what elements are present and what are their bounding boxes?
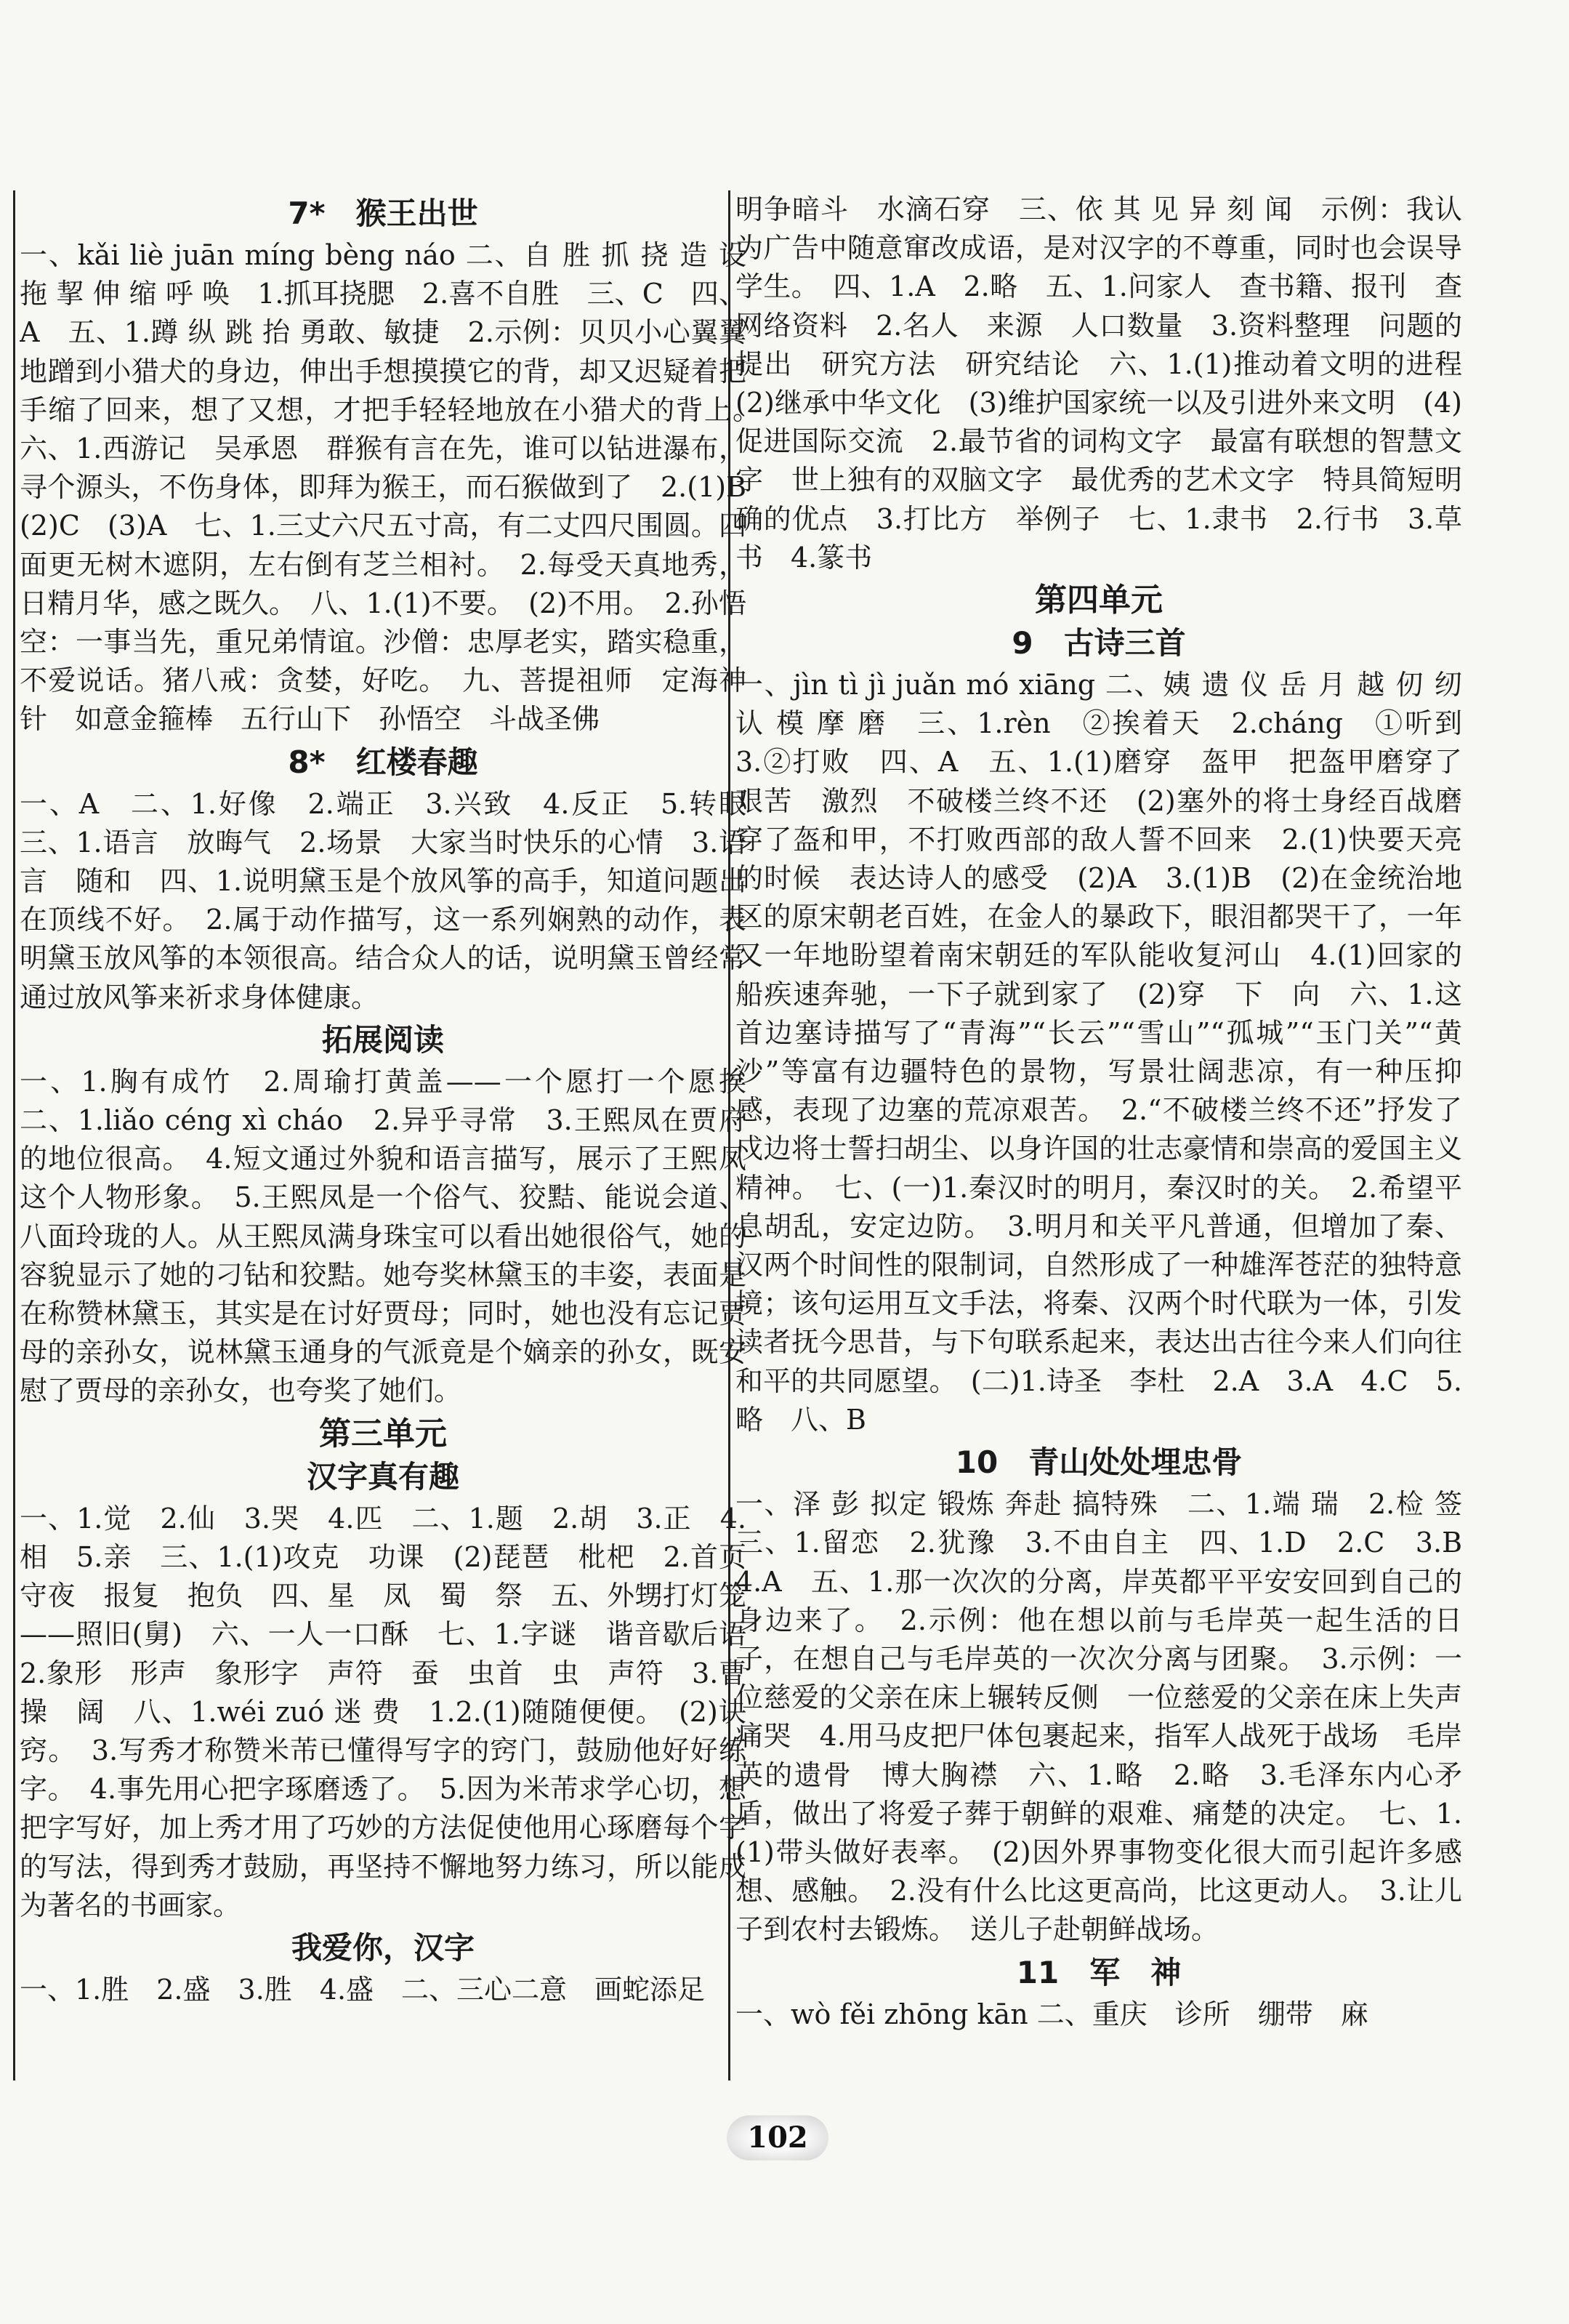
answer-paragraph: 一、A 二、1.好像 2.端正 3.兴致 4.反正 5.转眼 三、1.语言 放晦气 2.场景 大家当时快乐的心情 3.语言 随和 四、1.说明黛玉是个放风筝的高手，知道问题出在顶线不好。 2.属于动作描写，这一系列娴熟的动作，表明黛玉放风筝的本领很高。结合众人的话，说明黛玉曾经常通过放风筝来祈求身体健康。 <box>20 787 746 1013</box>
answer-paragraph: 一、kǎi liè juān míng bèng náo 二、自 胜 抓 挠 造 设 拖 挈 伸 缩 呼 唤 1.抓耳挠腮 2.喜不自胜 三、C 四、A 五、1.蹲 纵 跳 抬 勇敢、敏捷 2.示例：贝贝小心翼翼地蹭到小猎犬的身边，伸出手想摸摸它的背，却又迟疑着把手缩了回来，想了又想，才把手轻轻地放在小猎犬的背上。 六、1.西游记 吴承恩 群猴有言在先，谁可以钻进瀑布，寻个源头，不伤身体，即拜为猴王，而石猴做到了 2.(1)B (2)C (3)A 七、1.三丈六尺五寸高，有二丈四尺围圆。四面更无树木遮阴，左右倒有芝兰相衬。 2.每受天真地秀，日精月华，感之既久。 八、1.(1)不要。 (2)不用。 2.孙悟空：一事当先，重兄弟情谊。沙僧：忠厚老实，踏实稳重，不爱说话。猪八戒：贪婪，好吃。 九、菩提祖师 定海神针 如意金箍棒 五行山下 孙悟空 斗战圣佛 <box>20 239 746 736</box>
answer-paragraph: 一、1.胜 2.盛 3.胜 4.盛 二、三心二意 画蛇添足 <box>20 1973 706 2006</box>
section-title: 11 军 神 <box>1016 1954 1182 1990</box>
section-title: 汉字真有趣 <box>306 1458 459 1495</box>
section-title: 7* 猴王出世 <box>288 196 478 231</box>
section-title: 拓展阅读 <box>321 1021 444 1058</box>
unit-title: 第三单元 <box>319 1415 447 1452</box>
answer-paragraph: 一、1.觉 2.仙 3.哭 4.匹 二、1.题 2.胡 3.正 4.相 5.亲 三、1.(1)攻克 功课 (2)琵琶 枇杷 2.首页 守夜 报复 抱负 四、星 凤 蜀 祭 五、外甥打灯笼——照旧(舅) 六、一人一口酥 七、1.字谜 谐音歇后语 2.象形 形声 象形字 声符 蚕 虫首 虫 声符 3.曹操 阔 八、1.wéi zuó 迷 费 1.2.(1)随随便便。 (2)诀窍。 3.写秀才称赞米芾已懂得写字的窍门，鼓励他好好练字。 4.事先用心把字琢磨透了。 5.因为米芾求学心切，想把字写好，加上秀才用了巧妙的方法促使他用心琢磨每个字的写法，得到秀才鼓励，再坚持不懈地努力练习，所以能成为著名的书画家。 <box>20 1502 746 1921</box>
answer-paragraph: 一、1.胸有成竹 2.周瑜打黄盖——一个愿打一个愿挨 二、1.liǎo céng xì cháo 2.异乎寻常 3.王熙凤在贾府的地位很高。 4.短文通过外貌和语言描写，展示了王熙凤这个人物形象。 5.王熙凤是一个俗气、狡黠、能说会道、八面玲珑的人。从王熙凤满身珠宝可以看出她很俗气，她的容貌显示了她的刁钻和狡黠。她夸奖林黛玉的丰姿，表面是在称赞林黛玉，其实是在讨好贾母；同时，她也没有忘记贾母的亲孙女，说林黛玉通身的气派竟是个嫡亲的孙女，既安慰了贾母的亲孙女，也夸奖了她们。 <box>20 1065 746 1407</box>
left-column <box>20 190 746 2080</box>
unit-title: 第四单元 <box>1035 582 1163 619</box>
right-column <box>735 190 1462 2080</box>
answer-paragraph: 一、泽 彭 拟定 锻炼 奔赴 搞特殊 二、1.端 瑞 2.检 签 三、1.留恋 2.犹豫 3.不由自主 四、1.D 2.C 3.B 4.A 五、1.那一次次的分离，岸英都平平安安回到自己的身边来了。 2.示例：他在想以前与毛岸英一起生活的日子，在想自己与毛岸英的一次次分离与团聚。 3.示例：一位慈爱的父亲在床上辗转反侧 一位慈爱的父亲在床上失声痛哭 4.用马皮把尸体包裹起来，指军人战死于战场 毛岸英的遗骨 博大胸襟 六、1.略 2.略 3.毛泽东内心矛盾，做出了将爱子葬于朝鲜的艰难、痛楚的决定。 七、1.(1)带头做好表率。 (2)因外界事物变化很大而引起许多感想、感触。 2.没有什么比这更高尚，比这更动人。 3.让儿子到农村去锻炼。 送儿子赴朝鲜战场。 <box>735 1488 1462 1946</box>
section-title: 我爱你，汉字 <box>291 1929 475 1966</box>
section-title: 8* 红楼春趣 <box>288 744 478 780</box>
answer-paragraph: 明争暗斗 水滴石穿 三、依 其 见 异 刻 闻 示例：我认为广告中随意窜改成语，是对汉字的不尊重，同时也会误导学生。 四、1.A 2.略 五、1.问家人 查书籍、报刊 查网络资料 2.名人 来源 人口数量 3.资料整理 问题的提出 研究方法 研究结论 六、1.(1)推动着文明的进程 (2)继承中华文化 (3)维护国家统一以及引进外来文明 (4)促进国际交流 2.最节省的词构文字 最富有联想的智慧文字 世上独有的双脑文字 最优秀的艺术文字 特具简短明确的优点 3.打比方 举例子 七、1.隶书 2.行书 3.草书 4.篆书 <box>735 193 1462 574</box>
section-title: 10 青山处处埋忠骨 <box>955 1444 1243 1481</box>
answer-paragraph: 一、wò fěi zhōng kān 二、重庆 诊所 绷带 麻 <box>735 1998 1368 2030</box>
answer-paragraph: 一、jìn tì jì juǎn mó xiāng 二、姨 遗 仪 岳 月 越 仞 纫 认 模 摩 磨 三、1.rèn ②挨着天 2.cháng ①听到 3.②打败 四、A 五、1.(1)磨穿 盔甲 把盔甲磨穿了 艰苦 激烈 不破楼兰终不还 (2)塞外的将士身经百战磨穿了盔和甲，不打败西部的敌人誓不回来 2.(1)快要天亮的时候 表达诗人的感受 (2)A 3.(1)B (2)在金统治地区的原宋朝老百姓，在金人的暴政下，眼泪都哭干了，一年又一年地盼望着南宋朝廷的军队能收复河山 4.(1)回家的船疾速奔驰，一下子就到家了 (2)穿 下 向 六、1.这首边塞诗描写了“青海”“长云”“雪山”“孤城”“玉门关”“黄沙”等富有边疆特色的景物，写景壮阔悲凉，有一种压抑感，表现了边塞的荒凉艰苦。 2.“不破楼兰终不还”抒发了戍边将士誓扫胡尘、以身许国的壮志豪情和崇高的爱国主义精神。 七、(一)1.秦汉时的明月，秦汉时的关。 2.希望平息胡乱，安定边防。 3.明月和关平凡普通，但增加了秦、汉两个时间性的限制词，自然形成了一种雄浑苍茫的独特意境；该句运用互文手法，将秦、汉两个时代联为一体，引发读者抚今思昔，与下句联系起来，表达出古往今来人们向往和平的共同愿望。 (二)1.诗圣 李杜 2.A 3.A 4.C 5.略 八、B <box>735 669 1462 1436</box>
page-number: 102 <box>727 2115 828 2160</box>
section-title: 9 古诗三首 <box>1012 625 1186 662</box>
left-margin-rule <box>13 190 15 2080</box>
